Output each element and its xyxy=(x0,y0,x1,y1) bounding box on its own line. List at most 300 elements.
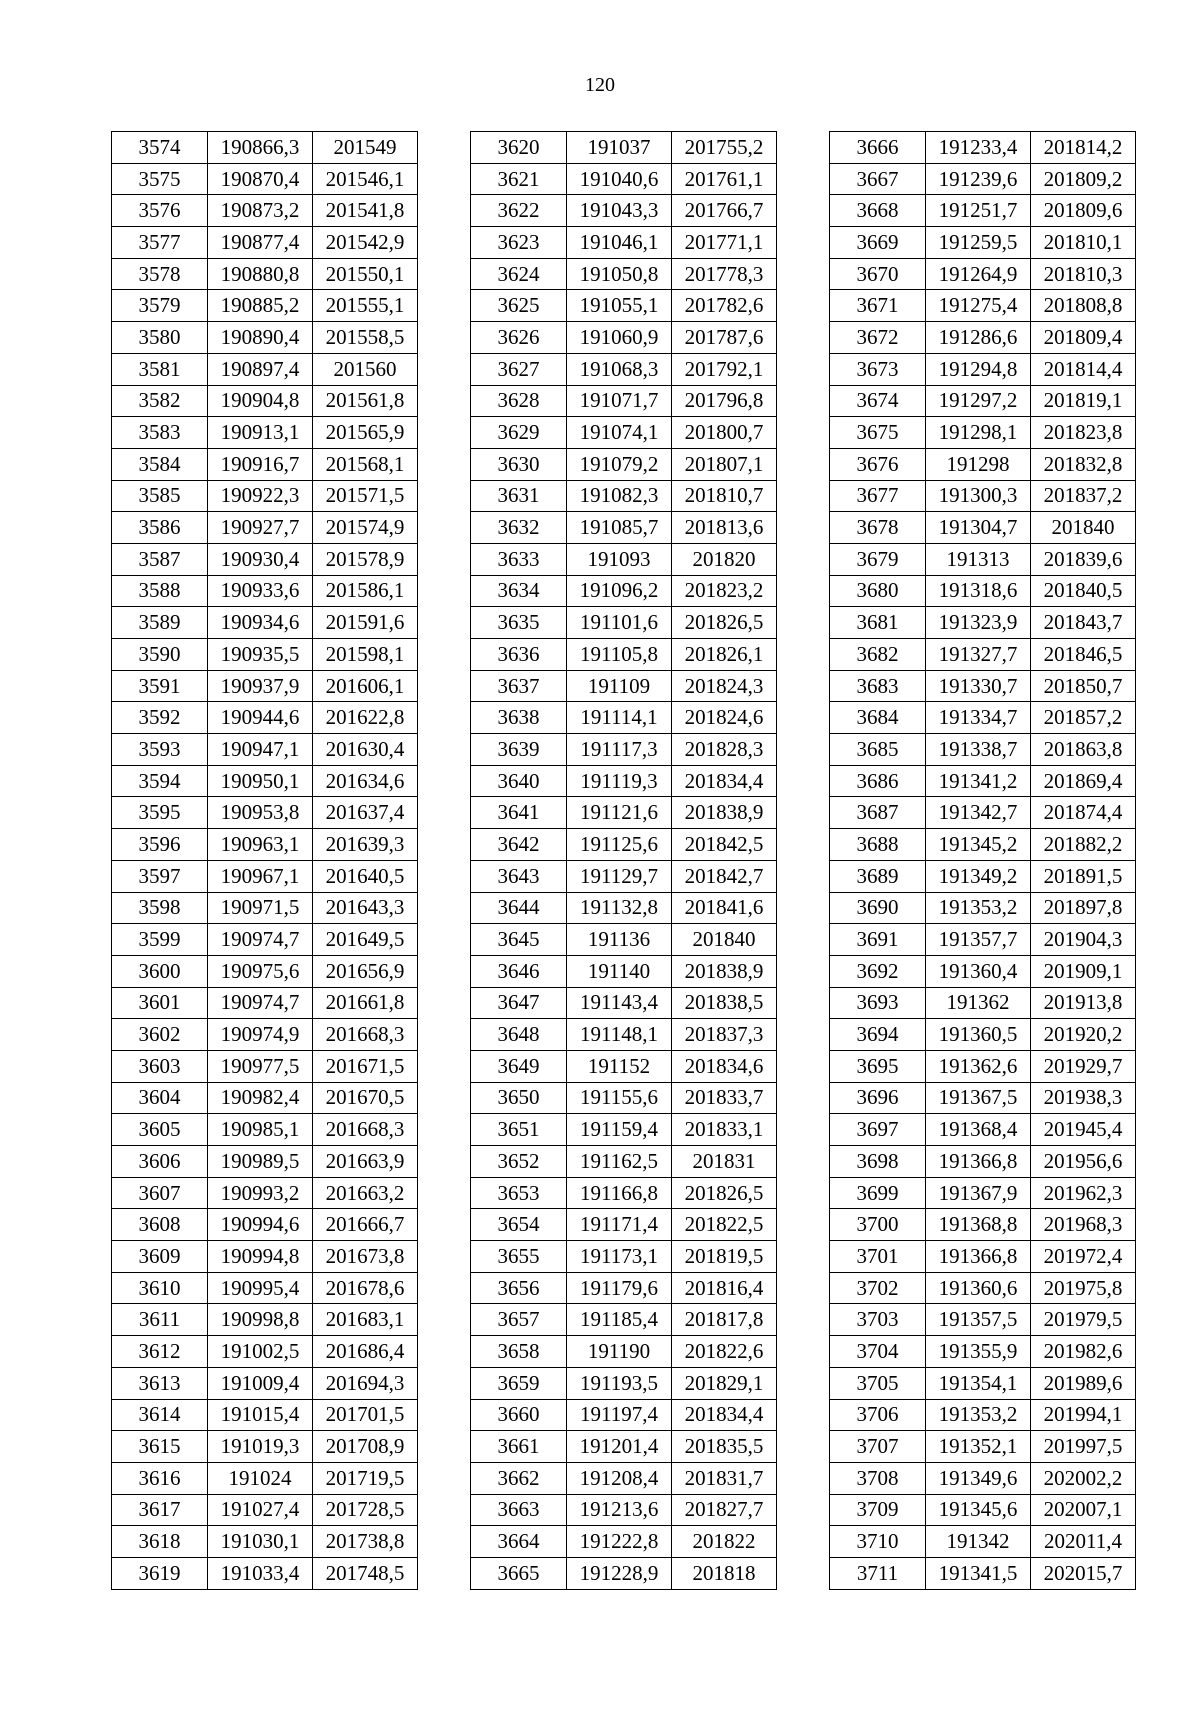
table-row xyxy=(830,1557,1136,1589)
y-coordinate-cell: 201826,5 xyxy=(672,607,777,639)
x-coordinate-cell: 191208,4 xyxy=(567,1462,672,1494)
x-coordinate-cell: 191213,6 xyxy=(567,1494,672,1526)
point-number-cell: 3676 xyxy=(830,448,926,480)
y-coordinate-cell: 201550,1 xyxy=(313,258,418,290)
y-coordinate-cell: 201823,8 xyxy=(1031,417,1136,449)
x-coordinate-cell: 191179,6 xyxy=(567,1272,672,1304)
point-number-cell: 3632 xyxy=(471,512,567,544)
point-number-cell: 3698 xyxy=(830,1146,926,1178)
y-coordinate-cell: 201810,1 xyxy=(1031,227,1136,259)
table-row xyxy=(112,1462,418,1494)
point-number-cell: 3607 xyxy=(112,1177,208,1209)
x-coordinate-cell: 191233,4 xyxy=(926,132,1031,164)
y-coordinate-cell: 201630,4 xyxy=(313,734,418,766)
x-coordinate-cell: 191019,3 xyxy=(208,1431,313,1463)
table-row xyxy=(112,829,418,861)
y-coordinate-cell: 201823,2 xyxy=(672,575,777,607)
table-row xyxy=(471,1304,777,1336)
table-row xyxy=(471,955,777,987)
point-number-cell: 3688 xyxy=(830,829,926,861)
point-number-cell: 3597 xyxy=(112,860,208,892)
table-row xyxy=(112,797,418,829)
y-coordinate-cell: 201708,9 xyxy=(313,1431,418,1463)
x-coordinate-cell: 191068,3 xyxy=(567,353,672,385)
x-coordinate-cell: 191101,6 xyxy=(567,607,672,639)
x-coordinate-cell: 191300,3 xyxy=(926,480,1031,512)
y-coordinate-cell: 201796,8 xyxy=(672,385,777,417)
y-coordinate-cell: 201837,2 xyxy=(1031,480,1136,512)
x-coordinate-cell: 191342 xyxy=(926,1526,1031,1558)
point-number-cell: 3652 xyxy=(471,1146,567,1178)
table-row xyxy=(471,1019,777,1051)
table-row xyxy=(471,1209,777,1241)
x-coordinate-cell: 190866,3 xyxy=(208,132,313,164)
y-coordinate-cell: 201639,3 xyxy=(313,829,418,861)
x-coordinate-cell: 190904,8 xyxy=(208,385,313,417)
point-number-cell: 3621 xyxy=(471,163,567,195)
table-row xyxy=(830,955,1136,987)
y-coordinate-cell: 201800,7 xyxy=(672,417,777,449)
point-number-cell: 3595 xyxy=(112,797,208,829)
table-row xyxy=(830,353,1136,385)
y-coordinate-cell: 201997,5 xyxy=(1031,1431,1136,1463)
point-number-cell: 3612 xyxy=(112,1336,208,1368)
point-number-cell: 3691 xyxy=(830,924,926,956)
table-row xyxy=(112,892,418,924)
y-coordinate-cell: 201840 xyxy=(672,924,777,956)
x-coordinate-cell: 191166,8 xyxy=(567,1177,672,1209)
point-number-cell: 3683 xyxy=(830,670,926,702)
x-coordinate-cell: 190975,6 xyxy=(208,955,313,987)
point-number-cell: 3672 xyxy=(830,322,926,354)
point-number-cell: 3662 xyxy=(471,1462,567,1494)
point-number-cell: 3645 xyxy=(471,924,567,956)
y-coordinate-cell: 201831 xyxy=(672,1146,777,1178)
y-coordinate-cell: 201972,4 xyxy=(1031,1241,1136,1273)
y-coordinate-cell: 201728,5 xyxy=(313,1494,418,1526)
x-coordinate-cell: 191368,4 xyxy=(926,1114,1031,1146)
table-row xyxy=(471,163,777,195)
point-number-cell: 3592 xyxy=(112,702,208,734)
table-row xyxy=(471,480,777,512)
point-number-cell: 3704 xyxy=(830,1336,926,1368)
x-coordinate-cell: 191338,7 xyxy=(926,734,1031,766)
y-coordinate-cell: 201832,8 xyxy=(1031,448,1136,480)
point-number-cell: 3635 xyxy=(471,607,567,639)
point-number-cell: 3617 xyxy=(112,1494,208,1526)
point-number-cell: 3596 xyxy=(112,829,208,861)
y-coordinate-cell: 201842,7 xyxy=(672,860,777,892)
table-row xyxy=(830,1431,1136,1463)
table-row xyxy=(830,1050,1136,1082)
y-coordinate-cell: 201904,3 xyxy=(1031,924,1136,956)
y-coordinate-cell: 201840,5 xyxy=(1031,575,1136,607)
x-coordinate-cell: 191143,4 xyxy=(567,987,672,1019)
y-coordinate-cell: 201622,8 xyxy=(313,702,418,734)
point-number-cell: 3616 xyxy=(112,1462,208,1494)
table-row xyxy=(112,670,418,702)
y-coordinate-cell: 201938,3 xyxy=(1031,1082,1136,1114)
point-number-cell: 3686 xyxy=(830,765,926,797)
point-number-cell: 3710 xyxy=(830,1526,926,1558)
y-coordinate-cell: 201683,1 xyxy=(313,1304,418,1336)
point-number-cell: 3603 xyxy=(112,1050,208,1082)
x-coordinate-cell: 190877,4 xyxy=(208,227,313,259)
y-coordinate-cell: 202007,1 xyxy=(1031,1494,1136,1526)
point-number-cell: 3709 xyxy=(830,1494,926,1526)
table-row xyxy=(830,1304,1136,1336)
y-coordinate-cell: 201841,6 xyxy=(672,892,777,924)
x-coordinate-cell: 191352,1 xyxy=(926,1431,1031,1463)
x-coordinate-cell: 191201,4 xyxy=(567,1431,672,1463)
x-coordinate-cell: 190974,7 xyxy=(208,924,313,956)
table-row xyxy=(112,1019,418,1051)
table-row xyxy=(112,607,418,639)
y-coordinate-cell: 201810,7 xyxy=(672,480,777,512)
x-coordinate-cell: 191197,4 xyxy=(567,1399,672,1431)
table-row xyxy=(471,1494,777,1526)
point-number-cell: 3611 xyxy=(112,1304,208,1336)
y-coordinate-cell: 201824,3 xyxy=(672,670,777,702)
point-number-cell: 3644 xyxy=(471,892,567,924)
y-coordinate-cell: 201979,5 xyxy=(1031,1304,1136,1336)
x-coordinate-cell: 191355,9 xyxy=(926,1336,1031,1368)
x-coordinate-cell: 191193,5 xyxy=(567,1367,672,1399)
y-coordinate-cell: 201748,5 xyxy=(313,1557,418,1589)
table-row xyxy=(830,1526,1136,1558)
x-coordinate-cell: 191228,9 xyxy=(567,1557,672,1589)
table-row xyxy=(830,892,1136,924)
x-coordinate-cell: 190950,1 xyxy=(208,765,313,797)
x-coordinate-cell: 191349,6 xyxy=(926,1462,1031,1494)
x-coordinate-cell: 191140 xyxy=(567,955,672,987)
y-coordinate-cell: 201838,5 xyxy=(672,987,777,1019)
table-row xyxy=(471,258,777,290)
point-number-cell: 3626 xyxy=(471,322,567,354)
x-coordinate-cell: 190985,1 xyxy=(208,1114,313,1146)
y-coordinate-cell: 201835,5 xyxy=(672,1431,777,1463)
table-row xyxy=(471,227,777,259)
y-coordinate-cell: 201549 xyxy=(313,132,418,164)
y-coordinate-cell: 201816,4 xyxy=(672,1272,777,1304)
point-number-cell: 3602 xyxy=(112,1019,208,1051)
table-row xyxy=(471,1557,777,1589)
point-number-cell: 3699 xyxy=(830,1177,926,1209)
x-coordinate-cell: 190930,4 xyxy=(208,543,313,575)
y-coordinate-cell: 201668,3 xyxy=(313,1019,418,1051)
point-number-cell: 3673 xyxy=(830,353,926,385)
table-row xyxy=(112,448,418,480)
table-row xyxy=(830,1209,1136,1241)
x-coordinate-cell: 191185,4 xyxy=(567,1304,672,1336)
x-coordinate-cell: 190974,7 xyxy=(208,987,313,1019)
x-coordinate-cell: 190880,8 xyxy=(208,258,313,290)
x-coordinate-cell: 190944,6 xyxy=(208,702,313,734)
y-coordinate-cell: 201831,7 xyxy=(672,1462,777,1494)
y-coordinate-cell: 201755,2 xyxy=(672,132,777,164)
y-coordinate-cell: 201555,1 xyxy=(313,290,418,322)
x-coordinate-cell: 191294,8 xyxy=(926,353,1031,385)
x-coordinate-cell: 191345,2 xyxy=(926,829,1031,861)
x-coordinate-cell: 190963,1 xyxy=(208,829,313,861)
y-coordinate-cell: 201945,4 xyxy=(1031,1114,1136,1146)
x-coordinate-cell: 190935,5 xyxy=(208,639,313,671)
point-number-cell: 3663 xyxy=(471,1494,567,1526)
table-row xyxy=(830,1082,1136,1114)
y-coordinate-cell: 201807,1 xyxy=(672,448,777,480)
point-number-cell: 3696 xyxy=(830,1082,926,1114)
point-number-cell: 3620 xyxy=(471,132,567,164)
table-row xyxy=(112,1272,418,1304)
table-row xyxy=(112,417,418,449)
x-coordinate-cell: 191027,4 xyxy=(208,1494,313,1526)
table-row xyxy=(112,1494,418,1526)
x-coordinate-cell: 191298,1 xyxy=(926,417,1031,449)
point-number-cell: 3708 xyxy=(830,1462,926,1494)
page-number: 120 xyxy=(585,74,615,96)
point-number-cell: 3589 xyxy=(112,607,208,639)
table-row xyxy=(112,512,418,544)
table-row xyxy=(830,765,1136,797)
table-row xyxy=(471,607,777,639)
point-number-cell: 3671 xyxy=(830,290,926,322)
y-coordinate-cell: 201857,2 xyxy=(1031,702,1136,734)
point-number-cell: 3582 xyxy=(112,385,208,417)
table-row xyxy=(830,195,1136,227)
table-row xyxy=(471,290,777,322)
table-row xyxy=(830,258,1136,290)
y-coordinate-cell: 201968,3 xyxy=(1031,1209,1136,1241)
y-coordinate-cell: 201828,3 xyxy=(672,734,777,766)
x-coordinate-cell: 191033,4 xyxy=(208,1557,313,1589)
point-number-cell: 3643 xyxy=(471,860,567,892)
y-coordinate-cell: 202011,4 xyxy=(1031,1526,1136,1558)
y-coordinate-cell: 201962,3 xyxy=(1031,1177,1136,1209)
x-coordinate-cell: 190993,2 xyxy=(208,1177,313,1209)
table-row xyxy=(112,1050,418,1082)
point-number-cell: 3608 xyxy=(112,1209,208,1241)
y-coordinate-cell: 201606,1 xyxy=(313,670,418,702)
point-number-cell: 3647 xyxy=(471,987,567,1019)
y-coordinate-cell: 201846,5 xyxy=(1031,639,1136,671)
table-row xyxy=(830,575,1136,607)
table-row xyxy=(471,575,777,607)
x-coordinate-cell: 191152 xyxy=(567,1050,672,1082)
table-row xyxy=(112,1336,418,1368)
table-row xyxy=(471,639,777,671)
x-coordinate-cell: 191323,9 xyxy=(926,607,1031,639)
point-number-cell: 3679 xyxy=(830,543,926,575)
point-number-cell: 3637 xyxy=(471,670,567,702)
point-number-cell: 3588 xyxy=(112,575,208,607)
point-number-cell: 3618 xyxy=(112,1526,208,1558)
x-coordinate-cell: 191341,5 xyxy=(926,1557,1031,1589)
x-coordinate-cell: 191043,3 xyxy=(567,195,672,227)
x-coordinate-cell: 191030,1 xyxy=(208,1526,313,1558)
y-coordinate-cell: 201810,3 xyxy=(1031,258,1136,290)
point-number-cell: 3650 xyxy=(471,1082,567,1114)
point-number-cell: 3606 xyxy=(112,1146,208,1178)
point-number-cell: 3576 xyxy=(112,195,208,227)
y-coordinate-cell: 201542,9 xyxy=(313,227,418,259)
point-number-cell: 3677 xyxy=(830,480,926,512)
table-row xyxy=(830,702,1136,734)
y-coordinate-cell: 201874,4 xyxy=(1031,797,1136,829)
x-coordinate-cell: 191079,2 xyxy=(567,448,672,480)
point-number-cell: 3701 xyxy=(830,1241,926,1273)
y-coordinate-cell: 201686,4 xyxy=(313,1336,418,1368)
y-coordinate-cell: 201809,2 xyxy=(1031,163,1136,195)
x-coordinate-cell: 190885,2 xyxy=(208,290,313,322)
table-row xyxy=(830,734,1136,766)
y-coordinate-cell: 201792,1 xyxy=(672,353,777,385)
y-coordinate-cell: 201561,8 xyxy=(313,385,418,417)
table-row xyxy=(471,1272,777,1304)
table-row xyxy=(471,1367,777,1399)
table-row xyxy=(830,924,1136,956)
point-number-cell: 3654 xyxy=(471,1209,567,1241)
y-coordinate-cell: 201817,8 xyxy=(672,1304,777,1336)
x-coordinate-cell: 191264,9 xyxy=(926,258,1031,290)
table-row xyxy=(112,1431,418,1463)
point-number-cell: 3705 xyxy=(830,1367,926,1399)
y-coordinate-cell: 201822,6 xyxy=(672,1336,777,1368)
x-coordinate-cell: 190982,4 xyxy=(208,1082,313,1114)
y-coordinate-cell: 201738,8 xyxy=(313,1526,418,1558)
point-number-cell: 3665 xyxy=(471,1557,567,1589)
y-coordinate-cell: 201829,1 xyxy=(672,1367,777,1399)
x-coordinate-cell: 191366,8 xyxy=(926,1146,1031,1178)
table-row xyxy=(830,1272,1136,1304)
y-coordinate-cell: 201546,1 xyxy=(313,163,418,195)
table-row xyxy=(112,195,418,227)
table-row xyxy=(112,1209,418,1241)
y-coordinate-cell: 201787,6 xyxy=(672,322,777,354)
y-coordinate-cell: 201598,1 xyxy=(313,639,418,671)
y-coordinate-cell: 201850,7 xyxy=(1031,670,1136,702)
x-coordinate-cell: 190994,6 xyxy=(208,1209,313,1241)
y-coordinate-cell: 201640,5 xyxy=(313,860,418,892)
table-row xyxy=(471,543,777,575)
x-coordinate-cell: 191024 xyxy=(208,1462,313,1494)
x-coordinate-cell: 191286,6 xyxy=(926,322,1031,354)
x-coordinate-cell: 191148,1 xyxy=(567,1019,672,1051)
table-row xyxy=(112,1177,418,1209)
x-coordinate-cell: 190947,1 xyxy=(208,734,313,766)
table-row xyxy=(471,1336,777,1368)
table-row xyxy=(112,1557,418,1589)
y-coordinate-cell: 201822,5 xyxy=(672,1209,777,1241)
x-coordinate-cell: 191002,5 xyxy=(208,1336,313,1368)
table-row xyxy=(471,892,777,924)
y-coordinate-cell: 201814,4 xyxy=(1031,353,1136,385)
point-number-cell: 3594 xyxy=(112,765,208,797)
point-number-cell: 3615 xyxy=(112,1431,208,1463)
table-row xyxy=(830,1241,1136,1273)
x-coordinate-cell: 191360,6 xyxy=(926,1272,1031,1304)
x-coordinate-cell: 191318,6 xyxy=(926,575,1031,607)
y-coordinate-cell: 201834,6 xyxy=(672,1050,777,1082)
x-coordinate-cell: 190995,4 xyxy=(208,1272,313,1304)
x-coordinate-cell: 191313 xyxy=(926,543,1031,575)
point-number-cell: 3657 xyxy=(471,1304,567,1336)
y-coordinate-cell: 201833,1 xyxy=(672,1114,777,1146)
table-row xyxy=(112,385,418,417)
table-row xyxy=(471,417,777,449)
y-coordinate-cell: 201771,1 xyxy=(672,227,777,259)
x-coordinate-cell: 190953,8 xyxy=(208,797,313,829)
x-coordinate-cell: 191334,7 xyxy=(926,702,1031,734)
x-coordinate-cell: 190998,8 xyxy=(208,1304,313,1336)
table-row xyxy=(471,1177,777,1209)
point-number-cell: 3668 xyxy=(830,195,926,227)
x-coordinate-cell: 191367,5 xyxy=(926,1082,1031,1114)
y-coordinate-cell: 201663,2 xyxy=(313,1177,418,1209)
point-number-cell: 3685 xyxy=(830,734,926,766)
table-row xyxy=(471,1431,777,1463)
point-number-cell: 3631 xyxy=(471,480,567,512)
table-row xyxy=(112,1526,418,1558)
x-coordinate-cell: 191037 xyxy=(567,132,672,164)
y-coordinate-cell: 201834,4 xyxy=(672,765,777,797)
y-coordinate-cell: 201843,7 xyxy=(1031,607,1136,639)
table-row xyxy=(830,417,1136,449)
table-row xyxy=(471,512,777,544)
x-coordinate-cell: 191353,2 xyxy=(926,892,1031,924)
table-row xyxy=(471,1462,777,1494)
x-coordinate-cell: 190927,7 xyxy=(208,512,313,544)
x-coordinate-cell: 191367,9 xyxy=(926,1177,1031,1209)
point-number-cell: 3577 xyxy=(112,227,208,259)
table-row xyxy=(830,1177,1136,1209)
table-row xyxy=(830,1367,1136,1399)
x-coordinate-cell: 191117,3 xyxy=(567,734,672,766)
point-number-cell: 3675 xyxy=(830,417,926,449)
x-coordinate-cell: 191050,8 xyxy=(567,258,672,290)
y-coordinate-cell: 201840 xyxy=(1031,512,1136,544)
table-row xyxy=(471,1526,777,1558)
table-row xyxy=(112,163,418,195)
table-row xyxy=(471,1399,777,1431)
y-coordinate-cell: 201994,1 xyxy=(1031,1399,1136,1431)
table-row xyxy=(830,480,1136,512)
y-coordinate-cell: 201565,9 xyxy=(313,417,418,449)
table-row xyxy=(830,1019,1136,1051)
point-number-cell: 3619 xyxy=(112,1557,208,1589)
point-number-cell: 3633 xyxy=(471,543,567,575)
point-number-cell: 3624 xyxy=(471,258,567,290)
y-coordinate-cell: 201819,1 xyxy=(1031,385,1136,417)
table-row xyxy=(471,734,777,766)
x-coordinate-cell: 190994,8 xyxy=(208,1241,313,1273)
y-coordinate-cell: 201541,8 xyxy=(313,195,418,227)
x-coordinate-cell: 191366,8 xyxy=(926,1241,1031,1273)
table-row xyxy=(471,1241,777,1273)
table-row xyxy=(830,227,1136,259)
point-number-cell: 3614 xyxy=(112,1399,208,1431)
y-coordinate-cell: 201637,4 xyxy=(313,797,418,829)
x-coordinate-cell: 191114,1 xyxy=(567,702,672,734)
table-row xyxy=(112,1146,418,1178)
table-row xyxy=(471,353,777,385)
table-row xyxy=(471,385,777,417)
y-coordinate-cell: 201897,8 xyxy=(1031,892,1136,924)
table-row xyxy=(112,575,418,607)
y-coordinate-cell: 201826,1 xyxy=(672,639,777,671)
table-row xyxy=(471,1114,777,1146)
point-number-cell: 3689 xyxy=(830,860,926,892)
x-coordinate-cell: 191121,6 xyxy=(567,797,672,829)
